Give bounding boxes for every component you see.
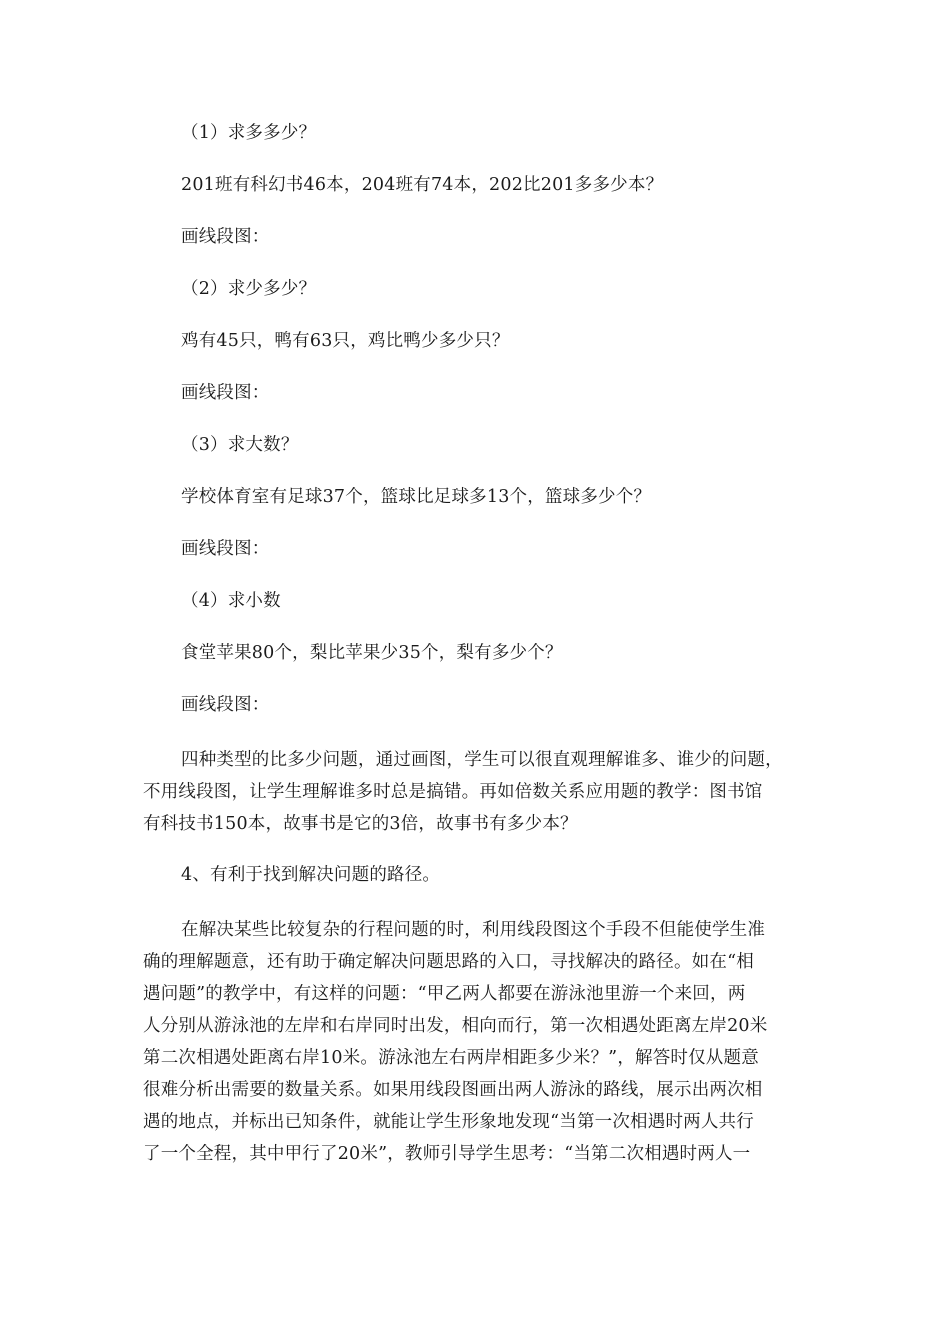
paragraph-line: 在解决某些比较复杂的行程问题的时，利用线段图这个手段不但能使学生准 bbox=[181, 920, 766, 940]
paragraph-line: 很难分析出需要的数量关系。如果用线段图画出两人游泳的路线，展示出两次相 bbox=[143, 1080, 763, 1100]
subheading-3: （3）求大数？ bbox=[181, 435, 299, 455]
problem-3-text: 学校体育室有足球37个，篮球比足球多13个，篮球多少个？ bbox=[181, 487, 652, 507]
draw-diagram-label-4: 画线段图： bbox=[181, 695, 270, 715]
paragraph-line: 确的理解题意，还有助于确定解决问题思路的入口，寻找解决的路径。如在“相 bbox=[143, 952, 754, 972]
paragraph-line: 四种类型的比多少问题，通过画图，学生可以很直观理解谁多、谁少的问题， bbox=[181, 750, 783, 770]
paragraph-line: 人分别从游泳池的左岸和右岸同时出发，相向而行，第一次相遇处距离左岸20米 bbox=[143, 1016, 768, 1036]
draw-diagram-label-1: 画线段图： bbox=[181, 227, 270, 247]
subheading-4: （4）求小数 bbox=[181, 591, 281, 611]
problem-1-text: 201班有科幻书46本，204班有74本，202比201多多少本？ bbox=[181, 175, 664, 195]
paragraph-travel-problem bbox=[143, 914, 808, 1170]
draw-diagram-label-3: 画线段图： bbox=[181, 539, 270, 559]
document-body bbox=[143, 120, 808, 1170]
paragraph-line: 有科技书150本，故事书是它的3倍，故事书有多少本？ bbox=[143, 814, 578, 834]
problem-2-text: 鸡有45只，鸭有63只，鸡比鸭少多少只？ bbox=[181, 331, 510, 351]
draw-diagram-label-2: 画线段图： bbox=[181, 383, 270, 403]
subheading-1: （1）求多多少？ bbox=[181, 123, 317, 143]
paragraph-line: 了一个全程，其中甲行了20米”，教师引导学生思考：“当第二次相遇时两人一 bbox=[143, 1144, 751, 1164]
subheading-2: （2）求少多少？ bbox=[181, 279, 317, 299]
section-heading-4: 4、有利于找到解决问题的路径。 bbox=[181, 865, 441, 885]
paragraph-line: 遇问题”的教学中，有这样的问题：“甲乙两人都要在游泳池里游一个来回，两 bbox=[143, 984, 746, 1004]
problem-4-text: 食堂苹果80个，梨比苹果少35个，梨有多少个？ bbox=[181, 643, 563, 663]
paragraph-line: 第二次相遇处距离右岸10米。游泳池左右两岸相距多少米？”，解答时仅从题意 bbox=[143, 1048, 759, 1068]
paragraph-line: 遇的地点，并标出已知条件，就能让学生形象地发现“当第一次相遇时两人共行 bbox=[143, 1112, 754, 1132]
paragraph-comparison-summary bbox=[143, 744, 808, 840]
paragraph-line: 不用线段图，让学生理解谁多时总是搞错。再如倍数关系应用题的教学：图书馆 bbox=[143, 782, 763, 802]
